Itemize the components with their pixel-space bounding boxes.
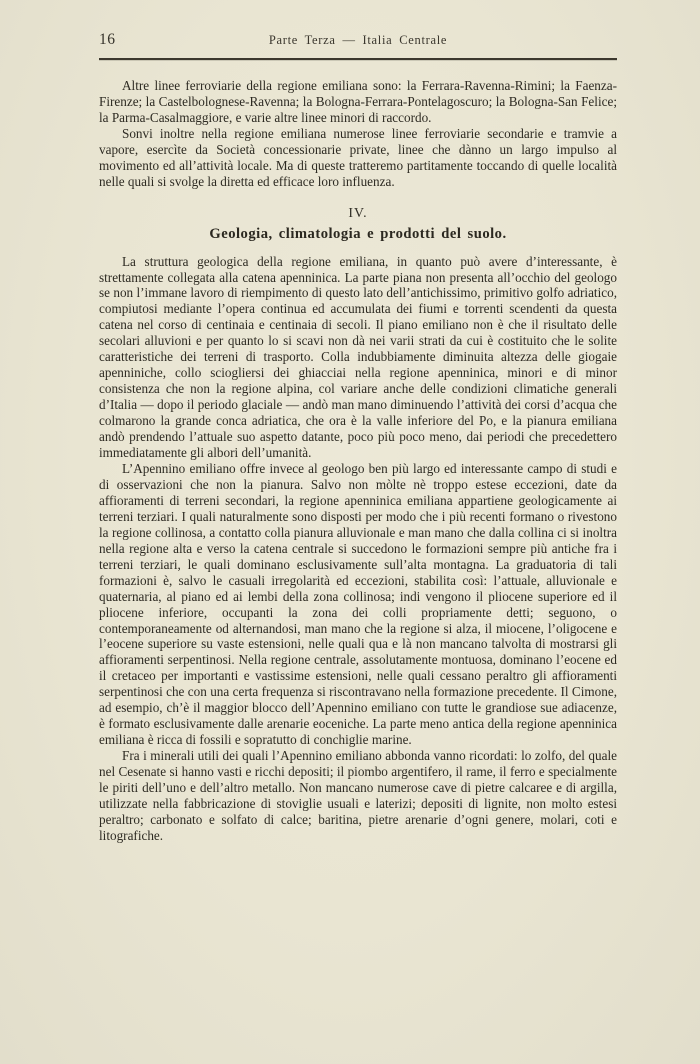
header-rule (99, 58, 617, 60)
page-body (99, 78, 617, 844)
section-heading (99, 205, 617, 243)
page-number: 16 (99, 31, 116, 48)
paragraph-apennine-formations: L’Apennino emiliano offre invece al geologo ben più largo ed interessante campo di studi e di osservazioni che non la pianura. Salvo non mòlte nè troppo estese eccezioni, date da affioramenti di terreni secondari, la regione apenninica emiliana appartiene geologicamente ai terreni terziari. I quali naturalmente sono disposti per modo che i più recenti formano o rivestono la regione collinosa, a contatto colla pianura alluvionale e man mano che dalla collina ci si inoltra nella regione alta e verso la catena centrale si succedono le formazioni sempre più antiche fra i terreni terziari, le quali dominano esclusivamente sull’alta montagna. La graduatoria di tali formazioni è, salvo le casuali irregolarità ed eccezioni, stabilita così: l’attuale, alluvionale e quaternaria, al piano ed ai lembi della zona collinosa; indi vengono il pliocene superiore ed il pliocene inferiore, occupanti la zona dei colli propriamente detti; seguono, o contemporaneamente od alternandosi, man mano che la regione si alza, il miocene, l’oligocene e l’eocene superiore su vaste estensioni, nelle quali qua e là non mancano talvolta di mostrarsi gli affioramenti serpentinosi. Nella regione centrale, assolutamente montuosa, dominano l’eocene ed il cretaceo per importanti e vastissime estensioni, nelle quali cessano peraltro gli affioramenti serpentinosi che con una certa frequenza si riscontravano nella formazione precedente. Il Cimone, ad esempio, ch’è il maggior blocco dell’Apennino emiliano con tutte le grandiose sue adiacenze, è formato esclusivamente dalle arenarie eoceniche. La parte meno antica della regione apenninica emiliana è ricca di fossili e sopratutto di conchiglie marine. (99, 460, 617, 748)
section-number: IV. (348, 204, 368, 220)
paragraph-geology-plain: La struttura geologica della regione emiliana, in quanto può avere d’interessante, è strettamente collegata alla catena apenninica. La parte piana non presenta all’occhio del geologo se non l’immane lavoro di riempimento di questo lato dell’antichissimo, primitivo golfo adriatico, compiutosi mediante l’opera continua ed accumulata dei fiumi e torrenti scendenti da questa catena nel corso di centinaia e centinaia di secoli. Il piano emiliano non è che il risultato delle secolari alluvioni e per quanto lo si scavi non dà nei varii strati da cui è costituito che le solite caratteristiche dei terreni di trasporto. Colla indubbiamente diminuita altezza delle giogaie apenniniche, collo sciogliersi dei ghiacciai nella regione apenninica, minori e di minor consistenza che non la regione alpina, col variare anche delle condizioni climatiche generali d’Italia — dopo il periodo glaciale — andò man mano diminuendo l’attività dei corsi d’acqua che colmarono la grande conca adriatica, che ora è la valle inferiore del Po, e la pianura emiliana andò prendendo l’attuale suo aspetto datante, poco più poco meno, dai periodi che precedettero immediatamente gli albori dell’umanità. (99, 253, 617, 461)
paragraph-useful-minerals: Fra i minerali utili dei quali l’Apennino emiliano abbonda vanno ricordati: lo zolfo, del quale nel Cesenate si hanno vasti e ricchi depositi; il piombo argentifero, il rame, il ferro e specialmente le piriti dell’uno e dell’altro metallo. Non mancano numerose cave di pietre calcaree e di argilla, utilizzate nella fabbricazione di stoviglie usuali e laterizi; depositi di lignite, non molto estesi peraltro; carbonato e solfato di calce; baritina, pietre arenarie d’ogni genere, molari, coti e litografiche. (99, 748, 617, 843)
running-header (99, 31, 617, 52)
section-title: Geologia, climatologia e prodotti del suolo. (209, 225, 507, 242)
running-title: Parte Terza — Italia Centrale (268, 33, 448, 47)
paragraph-railway-lines: Altre linee ferroviarie della regione emiliana sono: la Ferrara-Ravenna-Rimini; la Faenza-Firenze; la Castelbolognese-Ravenna; la Bologna-Ferrara-Pontelagoscuro; la Bologna-San Felice; la Parma-Casalmaggiore, e varie altre linee minori di raccordo. (99, 78, 617, 125)
paragraph-secondary-lines: Sonvi inoltre nella regione emiliana numerose linee ferroviarie secondarie e tramvie a vapore, esercìte da Società concessionarie private, linee che dànno un largo impulso al movimento ed all’attività locale. Ma di queste tratteremo partitamente toccando di quelle località nelle quali si svolge la diretta ed efficace loro influenza. (99, 125, 617, 189)
